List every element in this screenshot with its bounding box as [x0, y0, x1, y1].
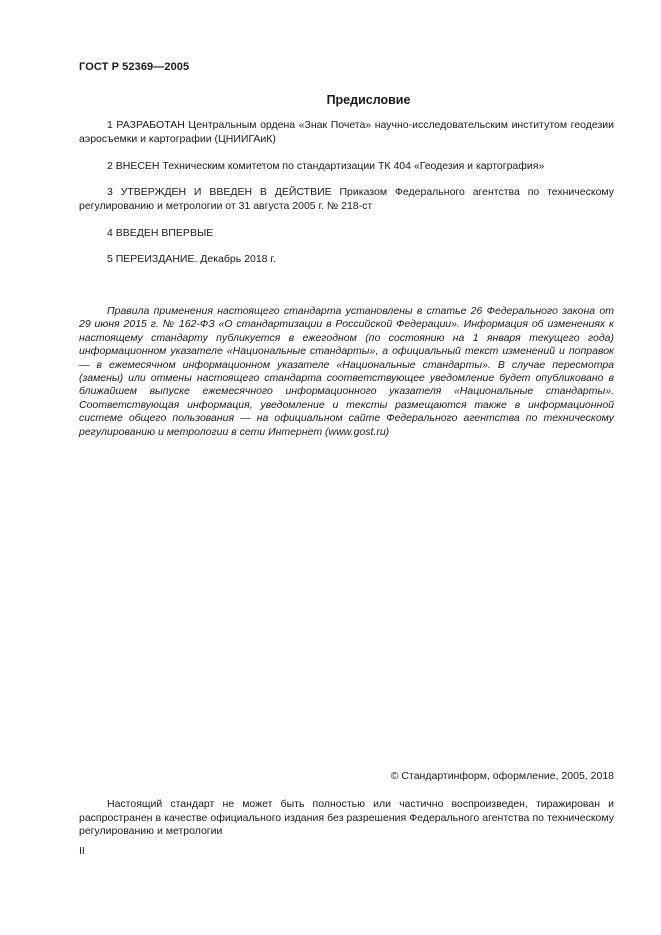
foreword-item-5: 5 ПЕРЕИЗДАНИЕ. Декабрь 2018 г. [107, 253, 276, 265]
foreword-item-4: 4 ВВЕДЕН ВПЕРВЫЕ [107, 227, 214, 239]
reproduction-notice: Настоящий стандарт не может быть полностью или частично воспроизведен, тиражирован и распространен в качестве официального издания без разрешения Федерального агентства по техническому регулированию и метрологии [79, 798, 614, 837]
copyright-line: © Стандартинформ, оформление, 2005, 2018 [390, 770, 614, 782]
foreword-item-1: 1 РАЗРАБОТАН Центральным ордена «Знак Почета» научно-исследовательским институтом геодезии аэросъемки и картографии (ЦНИИГАиК) [79, 119, 614, 145]
standard-code-header: ГОСТ Р 52369—2005 [79, 61, 190, 73]
foreword-item-2: 2 ВНЕСЕН Техническим комитетом по стандартизации ТК 404 «Геодезия и картография» [107, 160, 545, 172]
rules-of-application-text: Правила применения настоящего стандарта установлены в статье 26 Федерального закона от 29 июня 2015 г. № 162-ФЗ «О стандартизации в Российской Федерации». Информация об изменениях к настоящему стандарту публикуется в ежегодном (по состоянию на 1 января текущего года) информационном указателе «Национальные стандарты», а официальный текст изменений и поправок — в ежемесячном информационном указателе «Национальные стандарты». В случае пересмотра (замены) или отмены настоящего стандарта соответствующее уведомление будет опубликовано в ближайшем выпуске ежемесячного информационного указателя «Национальные стандарты». Соответствующая информация, уведомление и тексты размещаются также в информационной системе общего пользования — на официальном сайте Федерального агентства по техническому регулированию и метрологии в сети Интернет (www.gost.ru) [79, 305, 614, 438]
foreword-title: Предисловие [326, 93, 411, 107]
foreword-item-3: 3 УТВЕРЖДЕН И ВВЕДЕН В ДЕЙСТВИЕ Приказом Федерального агентства по техническому регулированию и метрологии от 31 августа 2005 г. № 218-ст [79, 186, 614, 212]
page-number: II [79, 845, 85, 857]
